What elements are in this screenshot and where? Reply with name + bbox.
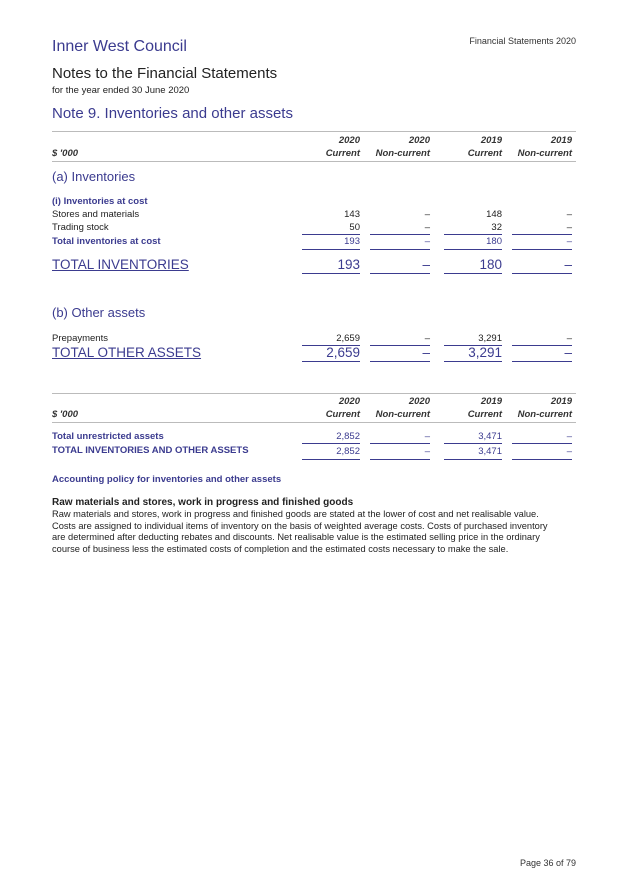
notes-subtitle: for the year ended 30 June 2020 bbox=[52, 85, 190, 96]
council-name: Inner West Council bbox=[52, 38, 187, 55]
cell-total-oa-1: 2,659 bbox=[326, 345, 360, 360]
oa-grand-rule-3 bbox=[444, 361, 502, 362]
grand-rule-4 bbox=[512, 273, 572, 274]
cell-stores-2: – bbox=[424, 209, 430, 220]
row-label-total-other-assets: TOTAL OTHER ASSETS bbox=[52, 345, 202, 360]
cell-total-oa-3: 3,291 bbox=[468, 345, 502, 360]
sum2-bottom-rule-4 bbox=[512, 459, 572, 460]
sum-rule-3 bbox=[444, 234, 502, 235]
col-year-3: 2019 bbox=[480, 135, 502, 146]
page-number: Page 36 of 79 bbox=[519, 858, 576, 868]
sum2-rule-4 bbox=[512, 443, 572, 444]
sum2-bottom-rule-1 bbox=[302, 459, 360, 460]
header-rule-bottom bbox=[52, 161, 576, 162]
oa-grand-rule-2 bbox=[370, 361, 430, 362]
cell-total-inv-1: 193 bbox=[337, 257, 360, 272]
cell-prepay-3: 3,291 bbox=[478, 333, 502, 344]
header-rule bbox=[52, 131, 576, 132]
header2-rule bbox=[52, 393, 576, 394]
policy-line: Costs are assigned to individual items of inventory on the basis of weighted average costs. Costs of purchased inventory bbox=[52, 520, 548, 531]
cell-total-oa-4: – bbox=[564, 345, 572, 360]
cell-trading-3: 32 bbox=[491, 222, 502, 233]
grand-rule-3 bbox=[444, 273, 502, 274]
cell-tio-2: – bbox=[424, 446, 430, 457]
policy-line: are determined after deducting rebates and discounts. Net realisable value is the estimated selling price in the ordinary bbox=[52, 532, 540, 542]
cell-stores-1: 143 bbox=[344, 209, 360, 220]
total-rule-3 bbox=[444, 249, 502, 250]
cell-unres-2: – bbox=[424, 431, 430, 442]
cell-tio-4: – bbox=[566, 446, 572, 457]
col-year-1: 2020 bbox=[338, 135, 360, 146]
col2-year-4: 2019 bbox=[550, 396, 572, 407]
sum2-rule-2 bbox=[370, 443, 430, 444]
policy-paragraph bbox=[52, 509, 582, 555]
col-label-4: Non-current bbox=[517, 148, 572, 159]
row-label-stores: Stores and materials bbox=[52, 209, 140, 220]
cell-total-oa-2: – bbox=[422, 345, 430, 360]
col2-label-1: Current bbox=[325, 409, 360, 420]
section-heading-inventories: (a) Inventories bbox=[52, 169, 136, 184]
cell-total-at-cost-3: 180 bbox=[486, 236, 502, 247]
cell-unres-3: 3,471 bbox=[478, 431, 502, 442]
cell-total-at-cost-1: 193 bbox=[344, 236, 360, 247]
unit-label: $ '000 bbox=[52, 148, 79, 159]
total-rule-4 bbox=[512, 249, 572, 250]
sum2-bottom-rule-3 bbox=[444, 459, 502, 460]
cell-prepay-2: – bbox=[424, 333, 430, 344]
col2-year-2: 2020 bbox=[408, 396, 430, 407]
grand-rule-2 bbox=[370, 273, 430, 274]
policy-line: course of business less the estimated costs of completion and the estimated costs necessary to make the sale. bbox=[52, 543, 509, 554]
subheading-at-cost: (i) Inventories at cost bbox=[52, 196, 148, 207]
note-title: Note 9. Inventories and other assets bbox=[52, 105, 293, 122]
cell-total-at-cost-2: – bbox=[424, 236, 430, 247]
row-label-trading: Trading stock bbox=[52, 222, 109, 233]
cell-prepay-4: – bbox=[566, 333, 572, 344]
sum2-rule-3 bbox=[444, 443, 502, 444]
row-label-prepayments: Prepayments bbox=[52, 333, 108, 344]
col-label-2: Non-current bbox=[375, 148, 430, 159]
col-label-1: Current bbox=[325, 148, 360, 159]
row-label-total-inv-other: TOTAL INVENTORIES AND OTHER ASSETS bbox=[52, 445, 249, 456]
unit2-label: $ '000 bbox=[52, 409, 79, 420]
oa-grand-rule-4 bbox=[512, 361, 572, 362]
sum2-bottom-rule-2 bbox=[370, 459, 430, 460]
policy-line: Raw materials and stores, work in progress and finished goods are stated at the lower of cost and net realisable value. bbox=[52, 509, 539, 519]
cell-trading-1: 50 bbox=[349, 222, 360, 233]
row-label-total-inventories: TOTAL INVENTORIES bbox=[52, 257, 189, 272]
sum-rule-4 bbox=[512, 234, 572, 235]
cell-total-at-cost-4: – bbox=[566, 236, 572, 247]
total-rule-1 bbox=[302, 249, 360, 250]
notes-title: Notes to the Financial Statements bbox=[52, 65, 278, 82]
cell-unres-1: 2,852 bbox=[336, 431, 360, 442]
section-heading-other-assets: (b) Other assets bbox=[52, 305, 146, 320]
oa-grand-rule-1 bbox=[302, 361, 360, 362]
cell-tio-1: 2,852 bbox=[336, 446, 360, 457]
col2-label-2: Non-current bbox=[375, 409, 430, 420]
cell-trading-4: – bbox=[566, 222, 572, 233]
sum-rule-1 bbox=[302, 234, 360, 235]
cell-tio-3: 3,471 bbox=[478, 446, 502, 457]
cell-unres-4: – bbox=[566, 431, 572, 442]
report-title: Financial Statements 2020 bbox=[469, 36, 576, 46]
cell-trading-2: – bbox=[424, 222, 430, 233]
sum2-rule-1 bbox=[302, 443, 360, 444]
cell-total-inv-4: – bbox=[564, 257, 572, 272]
cell-stores-4: – bbox=[566, 209, 572, 220]
col2-year-3: 2019 bbox=[480, 396, 502, 407]
col2-label-4: Non-current bbox=[517, 409, 572, 420]
cell-total-inv-3: 180 bbox=[479, 257, 502, 272]
col2-label-3: Current bbox=[467, 409, 502, 420]
sum-rule-2 bbox=[370, 234, 430, 235]
col-year-4: 2019 bbox=[550, 135, 572, 146]
cell-stores-3: 148 bbox=[486, 209, 502, 220]
grand-rule-1 bbox=[302, 273, 360, 274]
total-rule-2 bbox=[370, 249, 430, 250]
col-label-3: Current bbox=[467, 148, 502, 159]
header2-rule-bottom bbox=[52, 422, 576, 423]
policy-subheading: Raw materials and stores, work in progress and finished goods bbox=[52, 497, 354, 508]
row-label-unrestricted: Total unrestricted assets bbox=[52, 431, 164, 442]
policy-heading: Accounting policy for inventories and other assets bbox=[52, 474, 282, 485]
col2-year-1: 2020 bbox=[338, 396, 360, 407]
col-year-2: 2020 bbox=[408, 135, 430, 146]
cell-prepay-1: 2,659 bbox=[336, 333, 360, 344]
row-label-total-at-cost: Total inventories at cost bbox=[52, 236, 161, 247]
cell-total-inv-2: – bbox=[422, 257, 430, 272]
